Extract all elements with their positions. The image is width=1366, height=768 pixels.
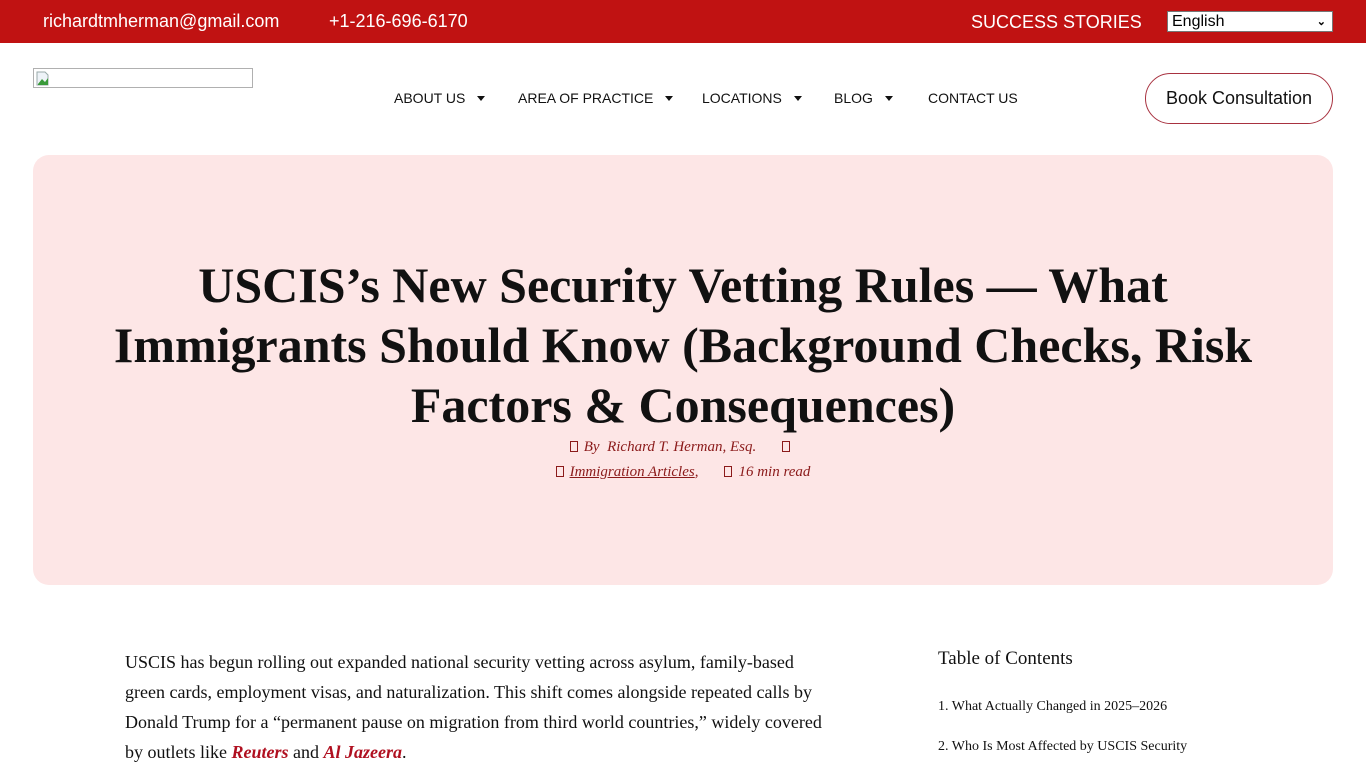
caret-down-icon <box>477 96 485 101</box>
article-hero <box>33 155 1333 585</box>
top-bar <box>0 0 1366 43</box>
book-consultation-button[interactable]: Book Consultation <box>1145 73 1333 124</box>
toc-title: Table of Contents <box>938 648 1073 669</box>
category-separator: , <box>694 464 699 480</box>
nav-area-of-practice-label: AREA OF PRACTICE <box>518 90 654 106</box>
reuters-link[interactable]: Reuters <box>231 742 289 762</box>
user-icon <box>570 441 578 452</box>
site-logo[interactable] <box>33 68 253 88</box>
toc-item[interactable]: 1. What Actually Changed in 2025–2026 <box>938 699 1168 714</box>
article-intro <box>125 647 830 767</box>
nav-area-of-practice[interactable] <box>518 90 673 106</box>
success-stories-link[interactable]: SUCCESS STORIES <box>971 12 1142 32</box>
phone-link[interactable]: +1-216-696-6170 <box>329 11 468 31</box>
email-link[interactable]: richardtmherman@gmail.com <box>43 11 280 31</box>
nav-contact-us[interactable] <box>928 90 1018 106</box>
al-jazeera-link[interactable]: Al Jazeera <box>323 742 403 762</box>
nav-about-us-label: ABOUT US <box>394 90 466 106</box>
author-name[interactable]: Richard T. Herman, Esq. <box>607 439 757 455</box>
read-time: 16 min read <box>738 464 811 480</box>
broken-image-icon <box>36 71 50 86</box>
nav-about-us[interactable] <box>394 90 485 106</box>
nav-locations[interactable] <box>702 90 802 106</box>
intro-and: and <box>288 742 324 762</box>
caret-down-icon <box>885 96 893 101</box>
language-select[interactable] <box>1167 11 1333 32</box>
article-title: USCIS’s New Security Vetting Rules — What Immigrants Should Know (Background Checks, Risk Factors & Consequences) <box>113 257 1253 433</box>
language-selected-value: English <box>1172 12 1225 30</box>
caret-down-icon <box>794 96 802 101</box>
category-link[interactable]: Immigration Articles <box>569 464 695 480</box>
folder-icon <box>556 466 564 477</box>
intro-end: . <box>402 742 407 762</box>
nav-locations-label: LOCATIONS <box>702 90 782 106</box>
caret-down-icon <box>665 96 673 101</box>
nav-contact-us-label: CONTACT US <box>928 90 1018 106</box>
nav-blog-label: BLOG <box>834 90 873 106</box>
intro-text: USCIS has begun rolling out expanded national security vetting across asylum, family-based green cards, employment visas, and naturalization. This shift comes alongside repeated calls by Donald Trump for a “permanent pause on migration from third world countries,” widely covered by outlets like <box>125 652 822 762</box>
article-meta-category <box>33 464 1333 481</box>
chevron-down-icon: ⌄ <box>1316 16 1326 28</box>
nav-blog[interactable] <box>834 90 893 106</box>
calendar-icon <box>782 441 790 452</box>
article-meta-author <box>33 439 1333 456</box>
by-label: By <box>583 439 600 455</box>
clock-icon <box>724 466 732 477</box>
toc-item[interactable]: 2. Who Is Most Affected by USCIS Security <box>938 739 1188 754</box>
